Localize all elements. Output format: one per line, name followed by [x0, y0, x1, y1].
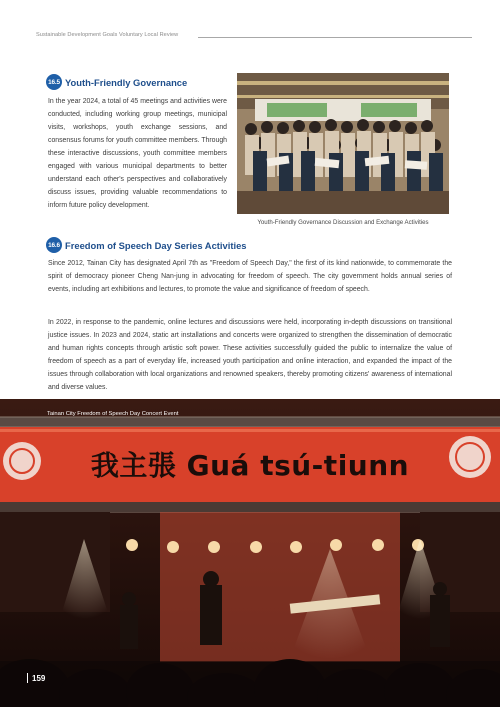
- group-photo-illustration: [237, 73, 449, 214]
- section-title: Youth-Friendly Governance: [65, 76, 188, 88]
- section-16-5-heading: [46, 74, 187, 90]
- section-16-6-heading: [46, 237, 247, 253]
- section-16-6-paragraph-2: In 2022, in response to the pandemic, online lectures and discussions were held, incorporating in-depth discussions on transitional justice issues. In 2023 and 2024, static art installations and concerts were organized to strengthen the dissemination of democratic and human rights concepts through artistic soft power. These activities successfully guided the public to internalize the value of freedom of speech as a part of everyday life, increased youth participation and online interaction, and expanded the impact of the issues through collaboration with local organizations and renowned speakers, thereby promoting citizens' awareness of international and diverse values.: [48, 319, 452, 391]
- section-number-badge: 16.6: [46, 237, 62, 253]
- running-header: [36, 32, 472, 44]
- youth-governance-photo-caption: Youth-Friendly Governance Discussion and Exchange Activities: [257, 219, 429, 226]
- concert-banner-text: 我主張 Guá tsú-tiunn: [90, 449, 410, 482]
- youth-governance-group-photo: [237, 73, 449, 214]
- section-16-6-paragraph-1: Since 2012, Tainan City has designated April 7th as "Freedom of Speech Day," the first of its kind nationwide, to commemorate the spirit of democracy pioneer Cheng Nan-jung in advocating for freedom of speech. The city government holds annual series of events, including art exhibitions and lectures, to promote the value and significance of freedom of speech.: [48, 260, 452, 293]
- concert-photo-caption: Tainan City Freedom of Speech Day Concert Event: [47, 411, 179, 417]
- section-number-badge: 16.5: [46, 74, 62, 90]
- page-number-bar: [27, 673, 28, 683]
- section-title: Freedom of Speech Day Series Activities: [65, 239, 247, 251]
- running-header-title: Sustainable Development Goals Voluntary Local Review: [36, 32, 179, 38]
- page-number-value: 159: [32, 673, 46, 683]
- page-number: [27, 673, 45, 683]
- header-rule: [198, 37, 472, 38]
- section-16-5-paragraph: In the year 2024, a total of 45 meetings and activities were conducted, including working group meetings, municipal visits, workshops, youth exchange sessions, and consensus forums for youth committee members. Through these interactive discussions, youth committee members engaged with various municipal departments to better understand each other's perspectives and collaboratively discuss issues, providing valuable recommendations to inform future policy development.: [48, 98, 227, 209]
